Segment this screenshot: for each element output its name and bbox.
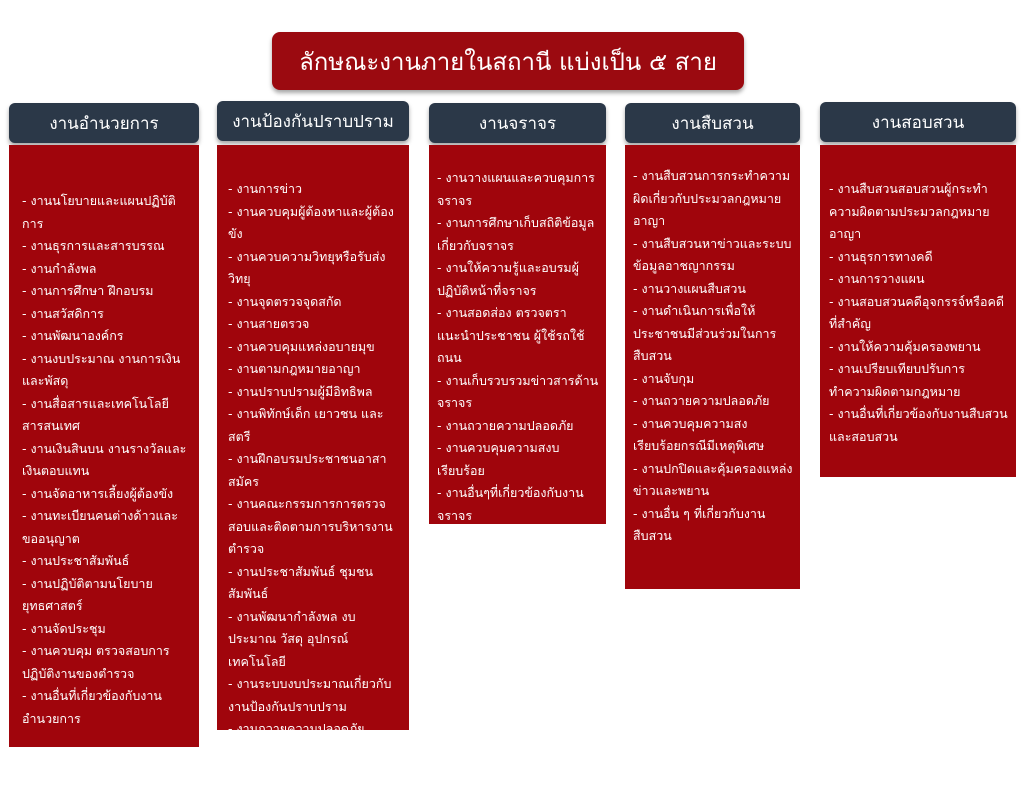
list-item: - งานงบประมาณ งานการเงินและพัสดุ (22, 350, 181, 388)
list-item: - งานอื่นที่เกี่ยวกับงานป้องกันปราบปราม (228, 766, 384, 804)
list-item: - งานจัดประชุม (22, 620, 106, 636)
list-item: - งานถวายความปลอดภัย (437, 417, 574, 433)
list-item: - งานคณะกรรมการการตรวจสอบและติดตามการบริหารงานตำรวจ (228, 496, 393, 556)
list-item: - งานควบคุมผู้ต้องหาและผู้ต้องขัง (228, 203, 394, 241)
column-header-traffic: งานจราจร (429, 103, 606, 143)
list-item: - งานระบบงบประมาณเกี่ยวกับงานป้องกันปราบปราม (228, 676, 392, 714)
list-item: - งานสายตรวจ (228, 316, 310, 331)
item-list (829, 178, 1010, 448)
list-item: - งานอื่นที่เกี่ยวข้องกับงานสืบสวนและสอบสวน (829, 406, 1008, 444)
column-header-investigation: งานสืบสวน (625, 103, 800, 143)
item-list (633, 165, 794, 548)
list-item: - งานถวายความปลอดภัย (633, 393, 770, 408)
list-item: - งานจัดอาหารเลี้ยงผู้ต้องขัง (22, 485, 174, 501)
list-item: - งานพัฒนาองค์กร (22, 328, 124, 343)
column-box-crime-prevention (217, 145, 409, 804)
list-item: - งานเปรียบเทียบปรับการทำความผิดตามกฎหมาย (829, 361, 965, 399)
list-item: - งานทะเบียนคนต่างด้าวและขออนุญาต (22, 508, 178, 546)
list-item: - งานดำเนินการเพื่อให้ประชาชนมีส่วนร่วมในการสืบสวน (633, 303, 777, 363)
list-item: - งานควบคุมความสงบเรียบร้อย (437, 440, 560, 478)
list-item: - งานการวางแผน (829, 271, 925, 286)
list-item: - งานพิทักษ์เด็ก เยาวชน และสตรี (228, 406, 384, 444)
list-item: - งานฝึกอบรมประชาชนอาสาสมัคร (228, 451, 387, 489)
list-item: - งานควบคุมความสงบเรียบร้อย (228, 743, 399, 759)
list-item: - งานควบคุม ตรวจสอบการปฏิบัติงานของตำรวจ (22, 643, 170, 681)
list-item: - งานควบคุมแหล่งอบายมุข (228, 338, 375, 354)
list-item: - งานสวัสดิการ (22, 305, 104, 321)
list-item: - งานเก็บรวบรวมข่าวสารด้านจราจร (437, 372, 599, 410)
list-item: - งานจับกุม (633, 370, 695, 386)
column-header-crime-prevention: งานป้องกันปราบปราม (217, 101, 409, 141)
list-item: - งานให้ความรู้และอบรมผู้ปฏิบัติหน้าที่จราจร (437, 260, 579, 298)
list-item: - งานสอบสวนคดีอุจกรรจ์หรือคดีที่สำคัญ (829, 293, 1004, 331)
list-item: - งานอื่น ๆ ที่เกี่ยวกับงานสืบสวน (633, 505, 766, 543)
item-list (228, 178, 401, 808)
list-item: - งานนโยบายและแผนปฏิบัติการ (22, 193, 176, 231)
list-item: - งานประชาสัมพันธ์ (22, 553, 130, 568)
list-item: - งานวางแผนสืบสวน (633, 280, 746, 296)
list-item: - งานธุรการทางคดี (829, 248, 933, 264)
list-item: - งานให้ความคุ้มครองพยาน (829, 338, 981, 354)
list-item: - งานสืบสวนสอบสวนผู้กระทำความผิดตามประมวลกฎหมายอาญา (829, 181, 990, 241)
list-item: - งานการศึกษาเก็บสถิติข้อมูลเกี่ยวกับจราจร (437, 215, 595, 253)
item-list (437, 167, 600, 527)
list-item: - งานปกปิดและคุ้มครองแหล่งข่าวและพยาน (633, 460, 793, 498)
list-item: - งานตามกฎหมายอาญา (228, 361, 361, 376)
list-item: - งานอื่นๆที่เกี่ยวข้องกับงานจราจร (437, 485, 584, 523)
list-item: - งานถวายความปลอดภัย (228, 721, 365, 736)
list-item: - งานเงินสินบน งานรางวัลและเงินตอบแทน (22, 440, 187, 478)
list-item: - งานพัฒนากำลังพล งบประมาณ วัสดุ อุปกรณ์ เทคโนโลยี (228, 608, 356, 669)
list-item: - งานสืบสวนหาข่าวและระบบข้อมูลอาชญากรรม (633, 235, 792, 273)
column-header-admin: งานอำนวยการ (9, 103, 199, 143)
column-box-investigation (625, 145, 800, 589)
list-item: - งานควบคุมความสงเรียบร้อยกรณีมีเหตุพิเศษ (633, 415, 765, 453)
column-box-inquiry (820, 145, 1016, 477)
list-item: - งานสื่อสารและเทคโนโลยีสารสนเทศ (22, 395, 169, 433)
item-list (22, 190, 191, 730)
list-item: - งานการศึกษา ฝึกอบรม (22, 283, 154, 298)
list-item: - งานการข่าว (228, 181, 303, 196)
diagram-title: ลักษณะงานภายในสถานี แบ่งเป็น ๕ สาย (272, 32, 744, 90)
column-box-admin (9, 145, 199, 747)
list-item: - งานธุรการและสารบรรณ (22, 238, 165, 253)
column-box-traffic (429, 145, 606, 524)
list-item: - งานปฏิบัติตามนโยบายยุทธศาสตร์ (22, 575, 153, 613)
list-item: - งานสอดส่อง ตรวจตรา แนะนำประชาชน ผู้ใช้รถใช้ถนน (437, 305, 585, 365)
list-item: - งานปราบปรามผู้มีอิทธิพล (228, 383, 373, 399)
column-header-inquiry: งานสอบสวน (820, 102, 1016, 142)
list-item: - งานควบความวิทยุหรือรับส่งวิทยุ (228, 248, 386, 286)
list-item: - งานกำลังพล (22, 260, 97, 276)
list-item: - งานสืบสวนการกระทำความผิดเกี่ยวกับประมวลกฎหมายอาญา (633, 168, 791, 228)
list-item: - งานวางแผนและควบคุมการจราจร (437, 170, 595, 208)
list-item: - งานประชาสัมพันธ์ ชุมชนสัมพันธ์ (228, 563, 374, 601)
list-item: - งานจุดตรวจจุดสกัด (228, 293, 342, 309)
list-item: - งานอื่นที่เกี่ยวข้องกับงานอำนวยการ (22, 688, 162, 726)
